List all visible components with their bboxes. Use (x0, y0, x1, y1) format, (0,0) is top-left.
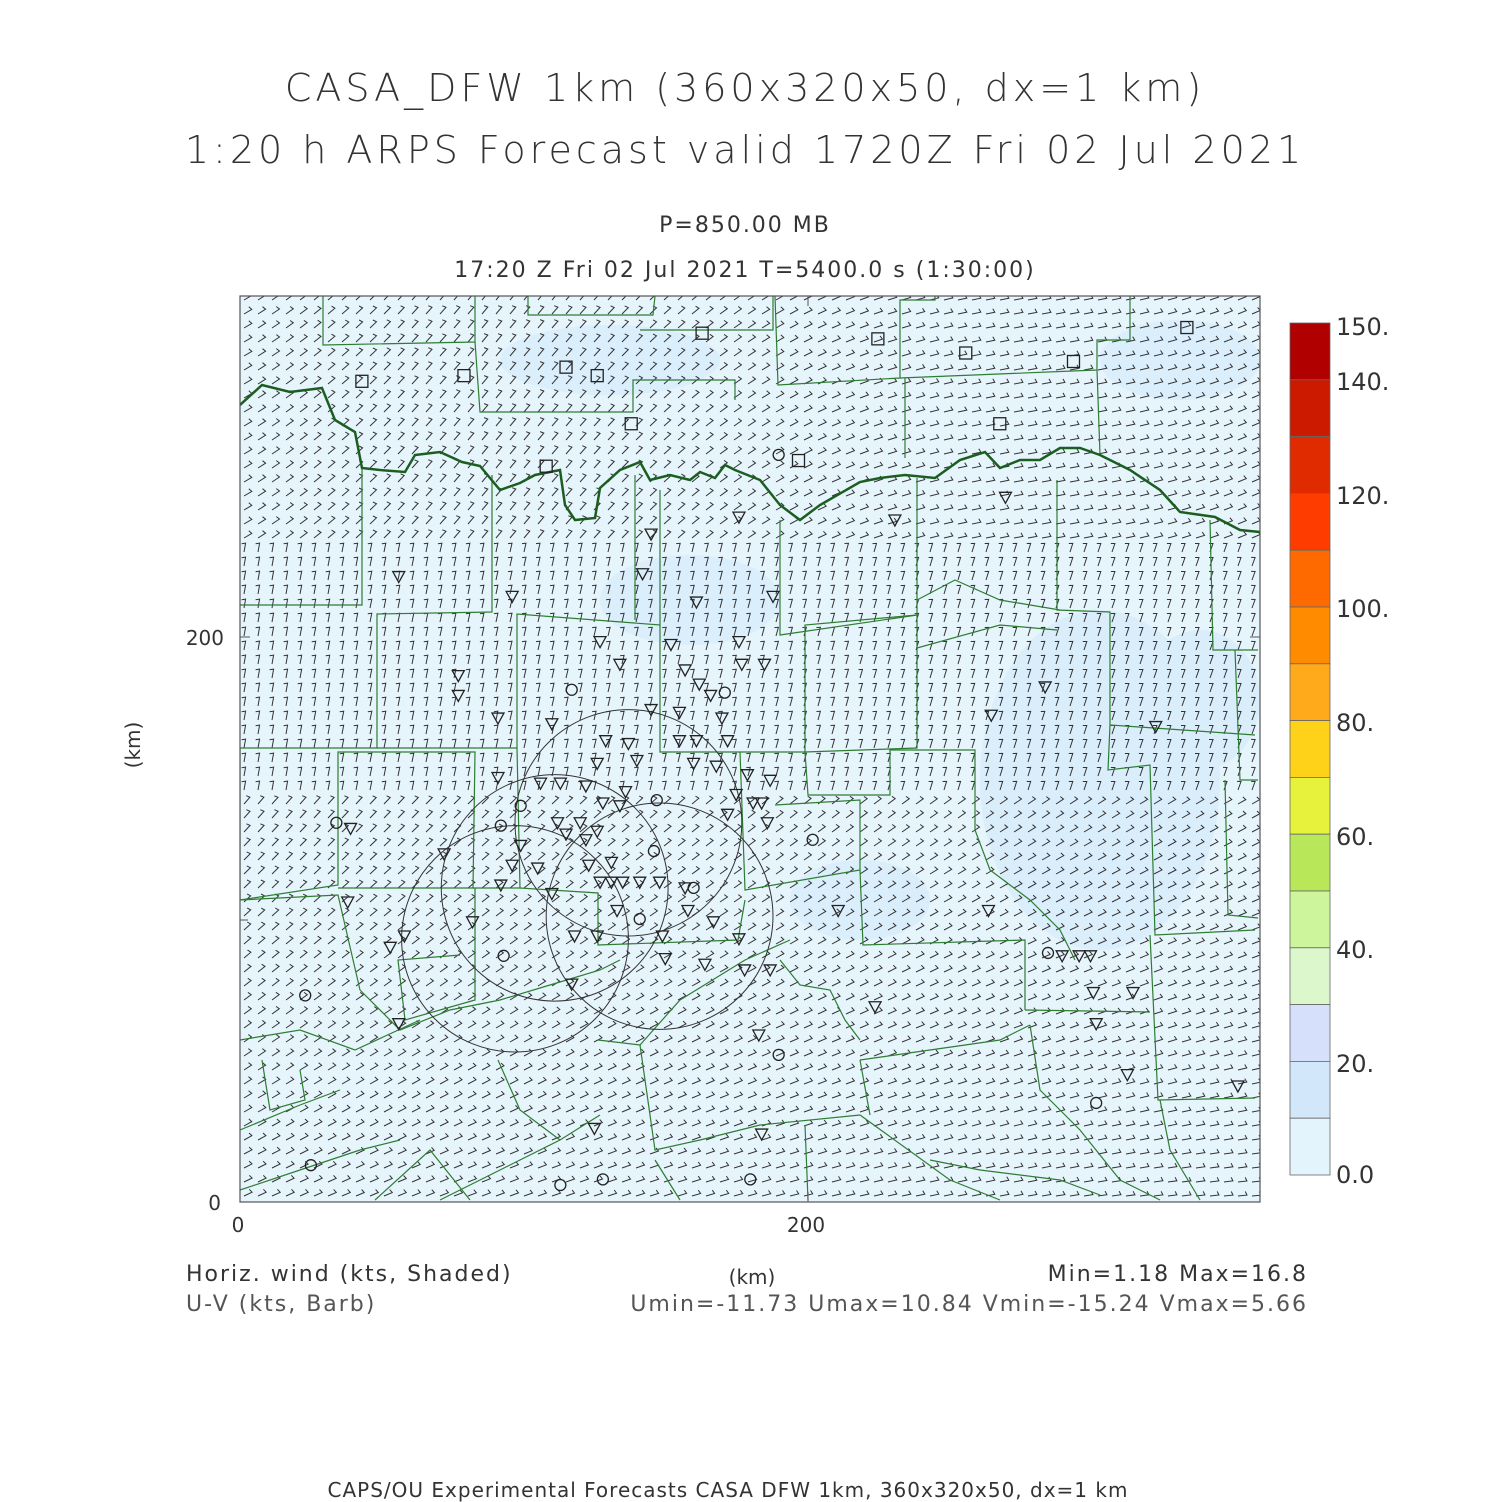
colorbar-segment (1290, 834, 1330, 891)
colorbar-label: 60. (1336, 823, 1375, 851)
colorbar-labels (1336, 313, 1389, 1189)
colorbar-segment (1290, 550, 1330, 607)
x-axis-label: (km) (728, 1265, 776, 1289)
colorbar-label: 120. (1336, 482, 1390, 510)
colorbar-label: 100. (1336, 595, 1390, 623)
colorbar-segment (1290, 437, 1330, 494)
chart-title-line2: 1:20 h ARPS Forecast valid 1720Z Fri 02 Jul 2021 (184, 128, 1306, 172)
uv-stats: Umin=-11.73 Umax=10.84 Vmin=-15.24 Vmax=5.66 (630, 1292, 1308, 1317)
colorbar-label: 20. (1336, 1050, 1375, 1078)
chart-title-line1: CASA_DFW 1km (360x320x50, dx=1 km) (284, 66, 1206, 110)
colorbar-segment (1290, 380, 1330, 437)
barb-field-label: U-V (kts, Barb) (186, 1292, 377, 1317)
credit-line: CAPS/OU Experimental Forecasts CASA DFW 1km, 360x320x50, dx=1 km (327, 1478, 1129, 1502)
minmax-stats: Min=1.18 Max=16.8 (1047, 1262, 1308, 1287)
colorbar-segment (1290, 664, 1330, 721)
pressure-level-label: P=850.00 MB (659, 213, 831, 238)
colorbar-segment (1290, 891, 1330, 948)
colorbar-segment (1290, 721, 1330, 778)
colorbar-label: 0.0 (1336, 1161, 1375, 1189)
colorbar-label: 140. (1336, 368, 1390, 396)
colorbar-segment (1290, 607, 1330, 664)
colorbar-label: 40. (1336, 936, 1375, 964)
y-axis-label: (km) (121, 721, 145, 769)
colorbar-label: 80. (1336, 709, 1375, 737)
shaded-field-label: Horiz. wind (kts, Shaded) (186, 1262, 513, 1287)
colorbar-segment (1290, 1005, 1330, 1062)
y-tick-label-200: 200 (185, 626, 224, 650)
x-tick-label-0: 0 (231, 1213, 245, 1237)
colorbar-segment (1290, 948, 1330, 1005)
colorbar-segment (1290, 323, 1330, 380)
y-tick-label-0: 0 (208, 1191, 221, 1215)
colorbar-segment (1290, 1118, 1330, 1175)
colorbar-segment (1290, 1061, 1330, 1118)
valid-time-label: 17:20 Z Fri 02 Jul 2021 T=5400.0 s (1:30:00) (454, 258, 1036, 283)
colorbar-label: 150. (1336, 313, 1390, 341)
colorbar-segment (1290, 493, 1330, 550)
x-tick-label-200: 200 (786, 1213, 826, 1237)
colorbar (1290, 323, 1330, 1175)
colorbar-segment (1290, 777, 1330, 834)
